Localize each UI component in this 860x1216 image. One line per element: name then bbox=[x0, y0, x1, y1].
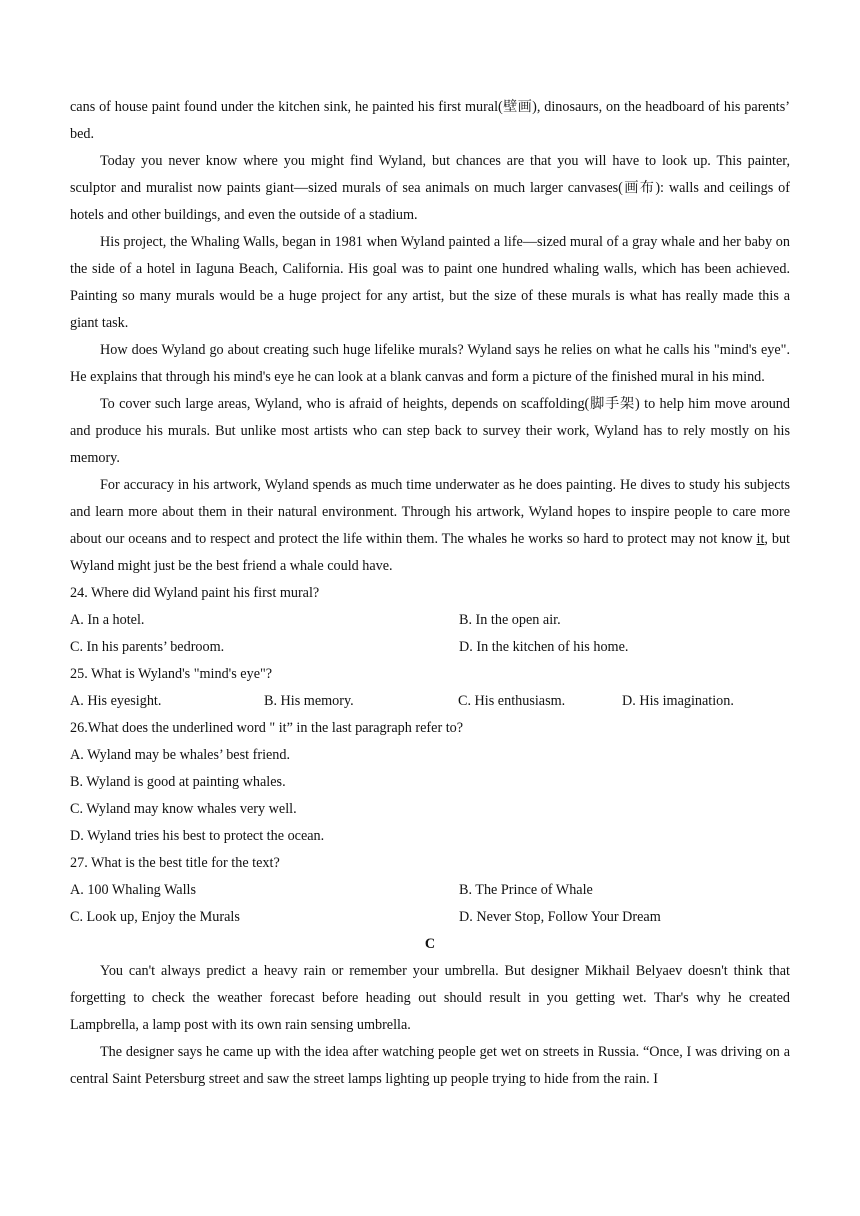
paragraph bbox=[70, 472, 790, 580]
options-row bbox=[70, 607, 790, 634]
question-stem: 24. Where did Wyland paint his first mural? bbox=[70, 585, 320, 601]
options-row bbox=[70, 877, 790, 904]
options-row bbox=[70, 634, 790, 661]
options-row bbox=[70, 688, 790, 715]
option-a: A. His eyesight. bbox=[70, 693, 162, 709]
option-b: B. In the open air. bbox=[459, 612, 561, 628]
option-c: C. Look up, Enjoy the Murals bbox=[70, 909, 240, 925]
paragraph: You can't always predict a heavy rain or remember your umbrella. But designer Mikhail Belyaev doesn't think that forgetting to check the weather forecast before heading out should result in you getting wet. Thar's why he created Lampbrella, a lamp post with its own rain sensing umbrella. bbox=[70, 963, 790, 1033]
paragraph: cans of house paint found under the kitchen sink, he painted his first mural(壁画), dinosaurs, on the headboard of his parents’ bed. bbox=[70, 99, 790, 142]
paragraph: To cover such large areas, Wyland, who is afraid of heights, depends on scaffolding(脚手架) to help him move around and produce his murals. But unlike most artists who can step back to survey their work, Wyland has to rely mostly on his memory. bbox=[70, 396, 790, 466]
option-c: C. In his parents’ bedroom. bbox=[70, 639, 225, 655]
option-c: C. His enthusiasm. bbox=[458, 693, 566, 709]
option-a: A. Wyland may be whales’ best friend. bbox=[70, 747, 291, 763]
section-heading: C bbox=[424, 936, 436, 952]
paragraph-text: , but Wyland might just be the best friend a whale could have. bbox=[70, 531, 790, 574]
question-stem: 25. What is Wyland's "mind's eye"? bbox=[70, 666, 273, 682]
paragraph: The designer says he came up with the idea after watching people get wet on streets in Russia. “Once, I was driving on a central Saint Petersburg street and saw the street lamps lighting up people trying to hide from the rain. I bbox=[70, 1044, 790, 1087]
question-stem: 26.What does the underlined word " it” in the last paragraph refer to? bbox=[70, 720, 464, 736]
option-b: B. His memory. bbox=[264, 693, 354, 709]
option-a: A. 100 Whaling Walls bbox=[70, 882, 197, 898]
option-d: D. Never Stop, Follow Your Dream bbox=[459, 909, 661, 925]
option-d: D. His imagination. bbox=[622, 693, 734, 709]
paragraph: Today you never know where you might find Wyland, but chances are that you will have to look up. This painter, sculptor and muralist now paints giant—sized murals of sea animals on much larger canvases(画布): walls and ceilings of hotels and other buildings, and even the outside of a stadium. bbox=[70, 153, 790, 223]
option-a: A. In a hotel. bbox=[70, 612, 145, 628]
option-c: C. Wyland may know whales very well. bbox=[70, 801, 297, 817]
options-row bbox=[70, 904, 790, 931]
paragraph: How does Wyland go about creating such huge lifelike murals? Wyland says he relies on what he calls his "mind's eye". He explains that through his mind's eye he can look at a blank canvas and form a picture of the finished mural in his mind. bbox=[70, 342, 790, 385]
option-b: B. Wyland is good at painting whales. bbox=[70, 774, 286, 790]
paragraph: His project, the Whaling Walls, began in 1981 when Wyland painted a life—sized mural of a gray whale and her baby on the side of a hotel in Iaguna Beach, California. His goal was to paint one hundred whaling walls, which has been achieved. Painting so many murals would be a huge project for any artist, but the size of these murals is what has really made this a giant task. bbox=[70, 234, 790, 331]
document-page bbox=[70, 94, 790, 1093]
option-d: D. Wyland tries his best to protect the ocean. bbox=[70, 828, 325, 844]
question-stem: 27. What is the best title for the text? bbox=[70, 855, 280, 871]
option-d: D. In the kitchen of his home. bbox=[459, 639, 629, 655]
paragraph-text: For accuracy in his artwork, Wyland spends as much time underwater as he does painting. He dives to study his subjects and learn more about them in their natural environment. Through his artwork, Wyland hopes to inspire people to care more about our oceans and to respect and protect the life within them. The whales he works so hard to protect may not know bbox=[70, 477, 790, 547]
underlined-word: it bbox=[756, 531, 765, 547]
option-b: B. The Prince of Whale bbox=[459, 882, 593, 898]
